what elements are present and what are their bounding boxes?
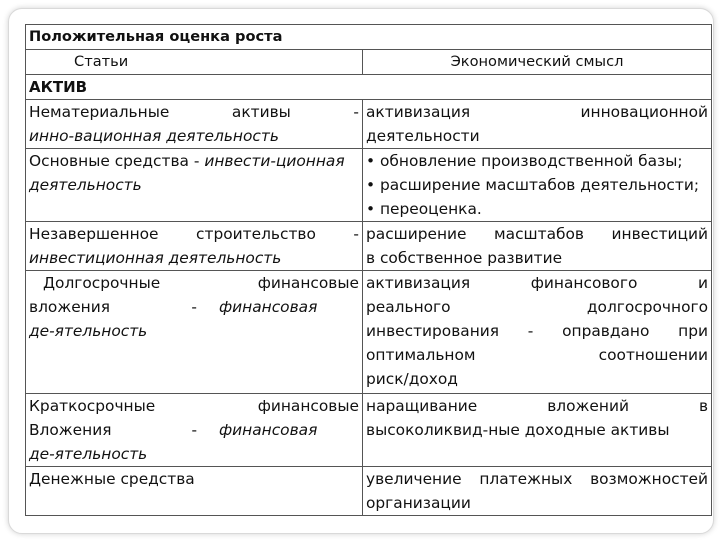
- item-text-italic: де-ятельность: [29, 445, 148, 463]
- item-text: [29, 418, 359, 442]
- item-fixed-assets: [26, 149, 363, 222]
- item-text-plain: вложения -: [29, 298, 197, 316]
- item-text-italic: инно-вационная деятельность: [29, 127, 279, 145]
- table-title: Положительная оценка роста: [26, 25, 712, 50]
- item-text-italic: финансовая: [219, 298, 318, 316]
- table-row: [26, 271, 712, 394]
- item-text-italic: инвестиционная деятельность: [29, 249, 282, 267]
- item-text: [29, 295, 359, 319]
- meaning-short-term-investments: [363, 394, 712, 467]
- meaning-intangible-assets: [363, 100, 712, 149]
- item-intangible-assets: [26, 100, 363, 149]
- meaning-long-term-investments: [363, 271, 712, 394]
- meaning-text: расширение масштабов инвестиций: [366, 225, 709, 243]
- item-text-plain: Вложения -: [29, 421, 197, 439]
- item-text: [29, 149, 359, 173]
- item-short-term-investments: [26, 394, 363, 467]
- meaning-construction-in-progress: [363, 222, 712, 271]
- meaning-text: реального долгосрочного: [366, 298, 709, 316]
- meaning-text: оптимальном соотношении: [366, 346, 709, 364]
- slide-frame: [8, 8, 714, 534]
- item-text-italic: инвести-ционная: [204, 152, 345, 170]
- table-row: [26, 100, 712, 149]
- table-row: [26, 467, 712, 516]
- meaning-text: риск/доход: [366, 370, 458, 388]
- meaning-text: организации: [366, 494, 471, 512]
- item-text-italic: деятельность: [29, 176, 142, 194]
- table-header-row: [26, 50, 712, 75]
- item-text: Долгосрочные финансовые: [43, 274, 359, 292]
- meaning-text: инвестирования - оправдано при: [366, 322, 709, 340]
- table-row: [26, 222, 712, 271]
- growth-assessment-table: [25, 24, 712, 516]
- table-row: [26, 149, 712, 222]
- bullet-item: • переоценка.: [366, 200, 482, 218]
- item-text: Незавершенное строительство -: [29, 225, 359, 243]
- meaning-text: деятельности: [366, 127, 480, 145]
- item-text: Краткосрочные финансовые: [29, 397, 359, 415]
- section-row: [26, 75, 712, 100]
- meaning-text: наращивание вложений в: [366, 397, 709, 415]
- bullet-item: • обновление производственной базы;: [366, 152, 683, 170]
- meaning-text: в собственное развитие: [366, 249, 563, 267]
- bullet-item: • расширение масштабов деятельности;: [366, 176, 700, 194]
- item-long-term-investments: [26, 271, 363, 394]
- meaning-text: активизация инновационной: [366, 103, 709, 121]
- table-row: [26, 394, 712, 467]
- section-asset: АКТИВ: [26, 75, 712, 100]
- item-cash: [26, 467, 363, 516]
- meaning-text: увеличение платежных возможностей: [366, 470, 709, 488]
- item-text-italic: де-ятельность: [29, 322, 148, 340]
- item-text: Денежные средства: [29, 470, 195, 488]
- item-text: Нематериальные активы -: [29, 103, 359, 121]
- table-title-row: [26, 25, 712, 50]
- header-items: Статьи: [26, 50, 363, 75]
- item-text-plain: Основные средства -: [29, 152, 205, 170]
- item-text-italic: финансовая: [219, 421, 318, 439]
- header-economic-meaning: Экономический смысл: [363, 50, 712, 75]
- item-construction-in-progress: [26, 222, 363, 271]
- meaning-cash: [363, 467, 712, 516]
- meaning-fixed-assets: [363, 149, 712, 222]
- meaning-text: высоколиквид-ные доходные активы: [366, 421, 670, 439]
- meaning-text: активизация финансового и: [366, 274, 709, 292]
